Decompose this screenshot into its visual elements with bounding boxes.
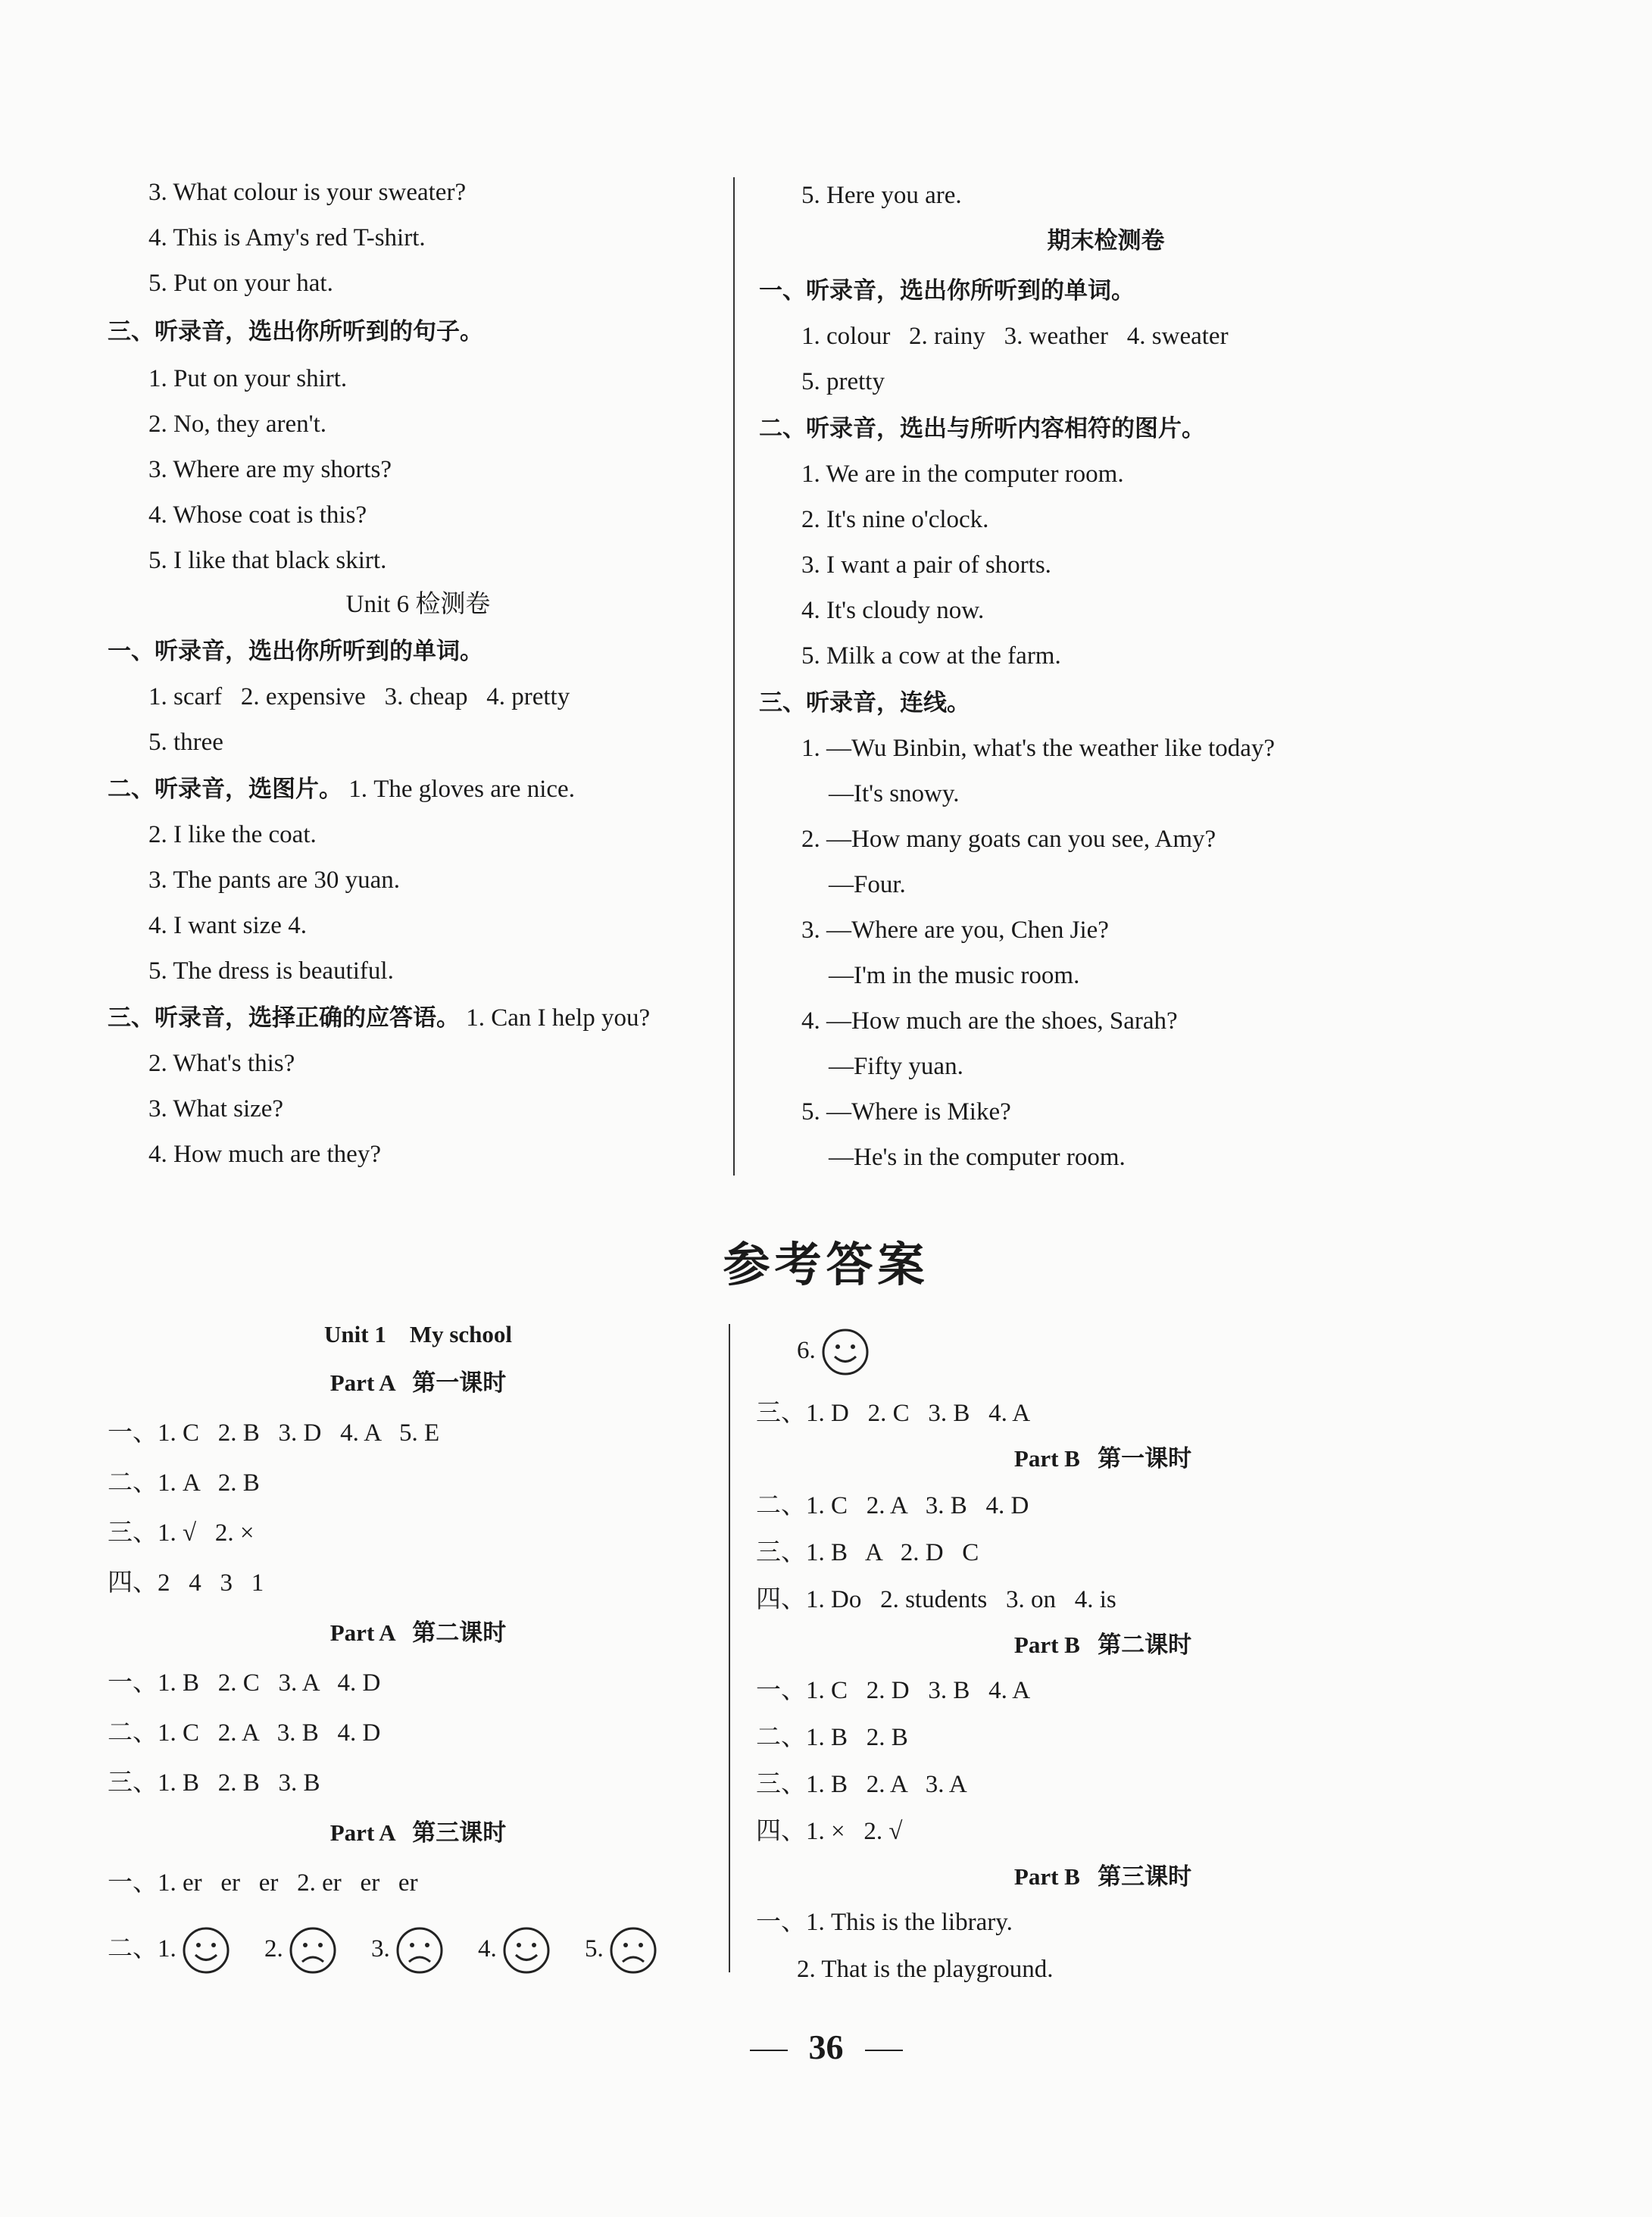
answer-line: 2. That is the playground. — [797, 1956, 1054, 1983]
answer-line: 二、1. C 2. A 3. B 4. D — [756, 1492, 1029, 1519]
text-line: 3. What colour is your sweater? — [148, 179, 467, 206]
answer-line: 三、1. B A 2. D C — [756, 1539, 979, 1566]
text-line: 5. —Where is Mike? — [801, 1098, 1011, 1126]
text-line: 2. I like the coat. — [148, 821, 317, 848]
text-line: 4. It's cloudy now. — [801, 597, 985, 624]
text-line: —He's in the computer room. — [829, 1144, 1126, 1171]
text-line: 3. —Where are you, Chen Jie? — [801, 916, 1109, 944]
text-line: —It's snowy. — [829, 780, 960, 807]
answer-line: 三、1. √ 2. × — [108, 1519, 255, 1547]
test-title: Unit 6 检测卷 — [345, 591, 491, 618]
text-line: 1. Put on your shirt. — [148, 365, 348, 392]
answer-line: 三、1. B 2. B 3. B — [108, 1769, 320, 1797]
text-line: 3. Where are my shorts? — [148, 456, 392, 483]
answer-line: 二、1. B 2. B — [756, 1724, 908, 1751]
part-title: Part A 第三课时 — [329, 1819, 507, 1846]
answer-line: 四、2 4 3 1 — [108, 1569, 264, 1597]
answer-prefix: 5. — [585, 1935, 604, 1963]
text-line: 5. I like that black skirt. — [148, 547, 387, 574]
faces-row — [797, 1324, 875, 1377]
text-line: 1. scarf 2. expensive 3. cheap 4. pretty — [148, 683, 570, 710]
text-line: 5. The dress is beautiful. — [148, 957, 394, 985]
page-number-dash — [865, 2050, 903, 2051]
text-line: 4. This is Amy's red T-shirt. — [148, 224, 426, 251]
text-line: 4. How much are they? — [148, 1141, 381, 1168]
text-line: 2. What's this? — [148, 1050, 295, 1077]
answer-line: 一、1. C 2. B 3. D 4. A 5. E — [108, 1419, 440, 1447]
section-heading: 三、听录音，选择正确的应答语。 — [108, 1004, 460, 1032]
answer-line: 四、1. Do 2. students 3. on 4. is — [756, 1586, 1116, 1613]
text-line: 4. I want size 4. — [148, 912, 307, 939]
text-line: —I'm in the music room. — [829, 962, 1080, 989]
page-number — [0, 2027, 1652, 2067]
answer-line: 一、1. er er er 2. er er er — [108, 1869, 418, 1897]
text-line: 4. —How much are the shoes, Sarah? — [801, 1007, 1178, 1035]
test-title: 期末检测卷 — [1047, 227, 1165, 254]
page-number-text: 36 — [808, 2028, 844, 2066]
answer-prefix: 2. — [264, 1935, 283, 1963]
text-line: 2. —How many goats can you see, Amy? — [801, 826, 1216, 853]
page-number-dash — [750, 2050, 788, 2051]
section-heading: 二、听录音，选图片。 — [108, 776, 342, 803]
unit-title: Unit 1 My school — [324, 1321, 512, 1347]
text-line: —Four. — [829, 871, 906, 898]
answers-title: 参考答案 — [723, 1237, 929, 1292]
part-title: Part B 第二课时 — [1013, 1632, 1192, 1658]
answer-line: 三、1. D 2. C 3. B 4. A — [756, 1400, 1031, 1427]
text-line: 5. Milk a cow at the farm. — [801, 642, 1061, 670]
text-line: 1. colour 2. rainy 3. weather 4. sweater — [801, 323, 1229, 350]
text-line: 5. pretty — [801, 368, 885, 395]
answer-line: 一、1. B 2. C 3. A 4. D — [108, 1669, 381, 1697]
text-line: 3. What size? — [148, 1095, 284, 1123]
answer-line: 二、1. A 2. B — [108, 1469, 260, 1497]
answer-prefix: 4. — [478, 1935, 497, 1963]
answer-line: 一、1. This is the library. — [756, 1909, 1013, 1936]
section-heading: 三、听录音，选出你所听到的句子。 — [108, 318, 483, 345]
part-title: Part A 第二课时 — [329, 1619, 507, 1646]
section-heading: 三、听录音，连线。 — [759, 689, 970, 717]
answer-prefix: 6. — [797, 1337, 816, 1364]
answer-prefix: 二、1. — [108, 1935, 176, 1963]
text-line: 1. Can I help you? — [466, 1004, 651, 1032]
part-title: Part B 第一课时 — [1013, 1445, 1192, 1472]
text-line: 3. I want a pair of shorts. — [801, 551, 1051, 579]
text-line: 5. Here you are. — [801, 182, 962, 209]
answer-line: 一、1. C 2. D 3. B 4. A — [756, 1677, 1031, 1704]
part-title: Part B 第三课时 — [1013, 1863, 1192, 1890]
text-line: 2. No, they aren't. — [148, 411, 327, 438]
text-line: —Fifty yuan. — [829, 1053, 963, 1080]
text-line: 5. three — [148, 729, 223, 756]
text-line: 2. It's nine o'clock. — [801, 506, 989, 533]
section-heading: 一、听录音，选出你所听到的单词。 — [759, 277, 1135, 304]
happy-face-icon — [820, 1327, 870, 1377]
text-line: 1. We are in the computer room. — [801, 461, 1124, 488]
text-line: 5. Put on your hat. — [148, 270, 333, 297]
answer-line: 三、1. B 2. A 3. A — [756, 1771, 967, 1798]
answer-line: 四、1. × 2. √ — [756, 1818, 903, 1845]
text-line: 1. —Wu Binbin, what's the weather like today? — [801, 735, 1276, 762]
text-line: 4. Whose coat is this? — [148, 501, 367, 529]
section-heading: 一、听录音，选出你所听到的单词。 — [108, 638, 483, 665]
answer-prefix: 3. — [371, 1935, 390, 1963]
text-line: 3. The pants are 30 yuan. — [148, 867, 401, 894]
section-heading: 二、听录音，选出与所听内容相符的图片。 — [759, 415, 1205, 442]
part-title: Part A 第一课时 — [329, 1369, 507, 1396]
answer-line: 二、1. C 2. A 3. B 4. D — [108, 1719, 381, 1747]
text-line: 1. The gloves are nice. — [348, 776, 575, 803]
